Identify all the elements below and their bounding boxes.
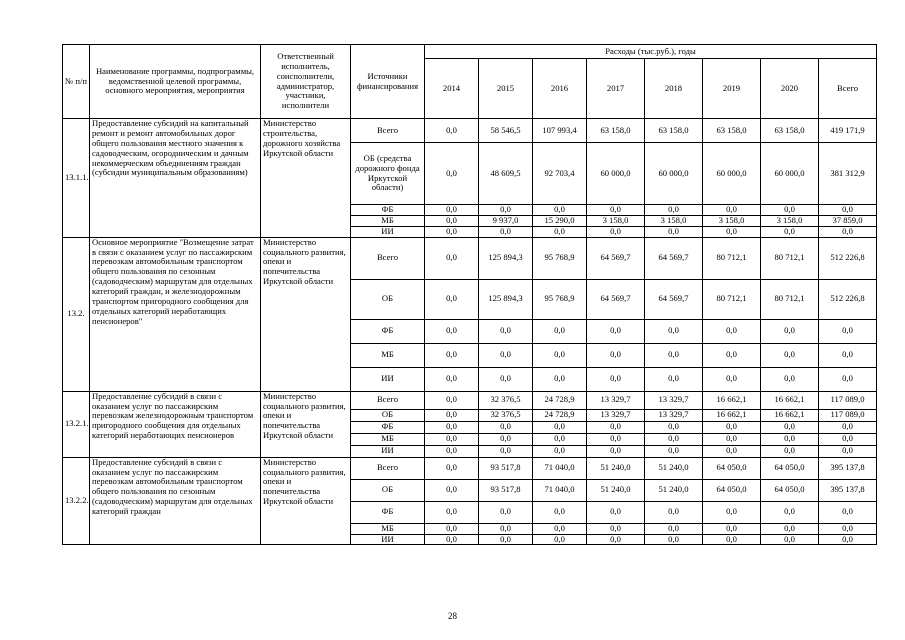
header-program: Наименование программы, подпрограммы, ведомственной целевой программы, основного мероприятия, мероприятия bbox=[90, 45, 261, 119]
value-cell: 0,0 bbox=[533, 445, 587, 457]
value-cell: 0,0 bbox=[645, 319, 703, 343]
item-number: 13.1.1. bbox=[63, 119, 90, 238]
value-cell: 0,0 bbox=[761, 445, 819, 457]
value-cell: 71 040,0 bbox=[533, 479, 587, 501]
value-cell: 0,0 bbox=[425, 279, 479, 319]
value-cell: 0,0 bbox=[479, 343, 533, 367]
value-cell: 0,0 bbox=[645, 421, 703, 433]
value-cell: 125 894,3 bbox=[479, 237, 533, 279]
page-number: 28 bbox=[448, 611, 457, 621]
value-cell: 0,0 bbox=[645, 534, 703, 545]
value-cell: 80 712,1 bbox=[761, 279, 819, 319]
value-cell: 0,0 bbox=[761, 226, 819, 237]
value-total: 0,0 bbox=[819, 205, 877, 216]
value-total: 117 089,0 bbox=[819, 409, 877, 421]
value-cell: 63 158,0 bbox=[761, 119, 819, 143]
value-cell: 63 158,0 bbox=[587, 119, 645, 143]
value-cell: 0,0 bbox=[703, 421, 761, 433]
value-cell: 64 050,0 bbox=[703, 457, 761, 479]
value-cell: 0,0 bbox=[425, 143, 479, 205]
item-responsible: Министерство строительства, дорожного хозяйства Иркутской области bbox=[261, 119, 351, 238]
value-cell: 24 728,9 bbox=[533, 391, 587, 409]
value-cell: 51 240,0 bbox=[645, 457, 703, 479]
value-cell: 60 000,0 bbox=[703, 143, 761, 205]
value-cell: 0,0 bbox=[425, 205, 479, 216]
funding-source: МБ bbox=[351, 343, 425, 367]
value-cell: 0,0 bbox=[479, 445, 533, 457]
value-total: 0,0 bbox=[819, 433, 877, 445]
value-cell: 0,0 bbox=[533, 433, 587, 445]
header-year: 2019 bbox=[703, 59, 761, 119]
value-total: 0,0 bbox=[819, 226, 877, 237]
value-total: 512 226,8 bbox=[819, 279, 877, 319]
value-cell: 0,0 bbox=[645, 205, 703, 216]
value-cell: 0,0 bbox=[479, 226, 533, 237]
value-cell: 0,0 bbox=[761, 343, 819, 367]
value-cell: 0,0 bbox=[645, 343, 703, 367]
value-total: 0,0 bbox=[819, 534, 877, 545]
value-cell: 0,0 bbox=[645, 501, 703, 523]
value-cell: 0,0 bbox=[587, 421, 645, 433]
value-cell: 0,0 bbox=[587, 343, 645, 367]
value-cell: 0,0 bbox=[533, 319, 587, 343]
value-cell: 0,0 bbox=[703, 534, 761, 545]
value-cell: 0,0 bbox=[761, 523, 819, 534]
item-responsible: Министерство социального развития, опеки и попечительства Иркутской области bbox=[261, 237, 351, 391]
value-cell: 60 000,0 bbox=[587, 143, 645, 205]
value-cell: 16 662,1 bbox=[703, 409, 761, 421]
value-cell: 80 712,1 bbox=[703, 279, 761, 319]
value-cell: 0,0 bbox=[425, 319, 479, 343]
value-cell: 80 712,1 bbox=[703, 237, 761, 279]
value-cell: 0,0 bbox=[761, 319, 819, 343]
value-cell: 51 240,0 bbox=[587, 479, 645, 501]
value-cell: 64 569,7 bbox=[645, 237, 703, 279]
value-cell: 63 158,0 bbox=[645, 119, 703, 143]
value-cell: 0,0 bbox=[533, 421, 587, 433]
value-cell: 32 376,5 bbox=[479, 409, 533, 421]
value-cell: 0,0 bbox=[587, 226, 645, 237]
value-cell: 0,0 bbox=[761, 534, 819, 545]
value-total: 0,0 bbox=[819, 421, 877, 433]
value-cell: 24 728,9 bbox=[533, 409, 587, 421]
value-cell: 0,0 bbox=[479, 319, 533, 343]
value-cell: 0,0 bbox=[587, 445, 645, 457]
value-cell: 64 569,7 bbox=[587, 237, 645, 279]
value-total: 395 137,8 bbox=[819, 479, 877, 501]
item-name: Основное мероприятие "Возмещение затрат в связи с оказанием услуг по пассажирским перевозкам автомобильным транспортом общего пользования по сезонным (садоводческим) маршрутам для отдельных категорий граждан, и железнодорожным транспортом пригородного сообщения для отдельных категорий неработающих пенсионеров" bbox=[90, 237, 261, 391]
value-cell: 0,0 bbox=[645, 367, 703, 391]
value-cell: 0,0 bbox=[425, 215, 479, 226]
value-cell: 0,0 bbox=[425, 523, 479, 534]
value-total: 0,0 bbox=[819, 501, 877, 523]
item-name: Предоставление субсидий в связи с оказанием услуг по пассажирским перевозкам автомобильным транспортом общего пользования по сезонным (садоводческим) маршрутам для отдельных категорий граждан bbox=[90, 457, 261, 545]
value-cell: 0,0 bbox=[479, 501, 533, 523]
value-cell: 0,0 bbox=[533, 226, 587, 237]
value-cell: 95 768,9 bbox=[533, 279, 587, 319]
value-cell: 0,0 bbox=[425, 226, 479, 237]
value-cell: 92 703,4 bbox=[533, 143, 587, 205]
value-cell: 60 000,0 bbox=[761, 143, 819, 205]
funding-source: Всего bbox=[351, 237, 425, 279]
value-cell: 0,0 bbox=[479, 433, 533, 445]
value-cell: 0,0 bbox=[479, 421, 533, 433]
value-cell: 95 768,9 bbox=[533, 237, 587, 279]
value-cell: 0,0 bbox=[425, 409, 479, 421]
value-cell: 16 662,1 bbox=[761, 409, 819, 421]
value-cell: 0,0 bbox=[703, 445, 761, 457]
value-cell: 0,0 bbox=[645, 523, 703, 534]
header-responsible: Ответственный исполнитель, соисполнители, администратор, участники, исполнители bbox=[261, 45, 351, 119]
value-cell: 0,0 bbox=[703, 319, 761, 343]
funding-source: МБ bbox=[351, 433, 425, 445]
value-cell: 93 517,8 bbox=[479, 457, 533, 479]
value-cell: 0,0 bbox=[587, 501, 645, 523]
value-cell: 0,0 bbox=[703, 523, 761, 534]
value-total: 419 171,9 bbox=[819, 119, 877, 143]
header-year: 2020 bbox=[761, 59, 819, 119]
funding-source: ФБ bbox=[351, 501, 425, 523]
funding-source: ИИ bbox=[351, 367, 425, 391]
value-cell: 16 662,1 bbox=[761, 391, 819, 409]
item-responsible: Министерство социального развития, опеки и попечительства Иркутской области bbox=[261, 457, 351, 545]
value-cell: 107 993,4 bbox=[533, 119, 587, 143]
value-cell: 0,0 bbox=[761, 501, 819, 523]
value-total: 0,0 bbox=[819, 523, 877, 534]
value-cell: 3 158,0 bbox=[587, 215, 645, 226]
value-total: 0,0 bbox=[819, 445, 877, 457]
value-cell: 0,0 bbox=[533, 523, 587, 534]
value-cell: 0,0 bbox=[703, 433, 761, 445]
value-cell: 32 376,5 bbox=[479, 391, 533, 409]
value-total: 395 137,8 bbox=[819, 457, 877, 479]
value-cell: 0,0 bbox=[645, 226, 703, 237]
value-cell: 0,0 bbox=[703, 226, 761, 237]
value-cell: 51 240,0 bbox=[645, 479, 703, 501]
value-cell: 0,0 bbox=[479, 367, 533, 391]
value-total: 0,0 bbox=[819, 343, 877, 367]
value-cell: 0,0 bbox=[425, 479, 479, 501]
value-cell: 9 937,0 bbox=[479, 215, 533, 226]
value-cell: 0,0 bbox=[479, 205, 533, 216]
funding-source: Всего bbox=[351, 391, 425, 409]
funding-source: МБ bbox=[351, 523, 425, 534]
funding-source: ФБ bbox=[351, 319, 425, 343]
value-cell: 0,0 bbox=[533, 534, 587, 545]
header-expenses: Расходы (тыс.руб.), годы bbox=[425, 45, 877, 59]
header-year: 2014 bbox=[425, 59, 479, 119]
value-cell: 0,0 bbox=[761, 421, 819, 433]
value-cell: 64 050,0 bbox=[761, 479, 819, 501]
value-cell: 0,0 bbox=[703, 205, 761, 216]
value-cell: 0,0 bbox=[703, 343, 761, 367]
expenses-table bbox=[62, 44, 877, 545]
value-cell: 13 329,7 bbox=[587, 409, 645, 421]
funding-source: ИИ bbox=[351, 226, 425, 237]
table-row bbox=[63, 457, 877, 479]
value-total: 512 226,8 bbox=[819, 237, 877, 279]
value-cell: 15 290,0 bbox=[533, 215, 587, 226]
funding-source: ИИ bbox=[351, 534, 425, 545]
item-number: 13.2.2. bbox=[63, 457, 90, 545]
funding-source: ОБ bbox=[351, 409, 425, 421]
value-cell: 64 569,7 bbox=[587, 279, 645, 319]
value-cell: 0,0 bbox=[425, 421, 479, 433]
value-cell: 0,0 bbox=[425, 501, 479, 523]
value-total: 0,0 bbox=[819, 319, 877, 343]
value-cell: 93 517,8 bbox=[479, 479, 533, 501]
value-cell: 0,0 bbox=[425, 119, 479, 143]
value-cell: 0,0 bbox=[425, 391, 479, 409]
value-cell: 13 329,7 bbox=[587, 391, 645, 409]
funding-source: Всего bbox=[351, 119, 425, 143]
table-row bbox=[63, 391, 877, 409]
value-cell: 0,0 bbox=[479, 534, 533, 545]
value-cell: 125 894,3 bbox=[479, 279, 533, 319]
value-cell: 0,0 bbox=[587, 367, 645, 391]
value-cell: 0,0 bbox=[587, 534, 645, 545]
value-total: 117 089,0 bbox=[819, 391, 877, 409]
value-cell: 64 569,7 bbox=[645, 279, 703, 319]
value-total: 0,0 bbox=[819, 367, 877, 391]
header-year: 2017 bbox=[587, 59, 645, 119]
value-cell: 13 329,7 bbox=[645, 391, 703, 409]
value-cell: 0,0 bbox=[425, 457, 479, 479]
value-cell: 51 240,0 bbox=[587, 457, 645, 479]
value-cell: 0,0 bbox=[533, 501, 587, 523]
value-cell: 3 158,0 bbox=[645, 215, 703, 226]
funding-source: Всего bbox=[351, 457, 425, 479]
value-cell: 0,0 bbox=[761, 205, 819, 216]
table-row bbox=[63, 119, 877, 143]
header-year: 2018 bbox=[645, 59, 703, 119]
table-row bbox=[63, 237, 877, 279]
item-number: 13.2.1. bbox=[63, 391, 90, 457]
item-name: Предоставление субсидий на капитальный ремонт и ремонт автомобильных дорог общего пользования местного значения к садоводческим, огородническим и дачным некоммерческим объединениям граждан (субсидии муниципальным образованиям) bbox=[90, 119, 261, 238]
value-cell: 0,0 bbox=[587, 433, 645, 445]
value-total: 381 312,9 bbox=[819, 143, 877, 205]
value-cell: 48 609,5 bbox=[479, 143, 533, 205]
funding-source: ОБ bbox=[351, 479, 425, 501]
value-cell: 60 000,0 bbox=[645, 143, 703, 205]
value-cell: 63 158,0 bbox=[703, 119, 761, 143]
value-cell: 0,0 bbox=[425, 237, 479, 279]
value-cell: 71 040,0 bbox=[533, 457, 587, 479]
value-cell: 64 050,0 bbox=[761, 457, 819, 479]
item-name: Предоставление субсидий в связи с оказанием услуг по пассажирским перевозкам железнодорожным транспортом пригородного сообщения для отдельных категорий неработающих пенсионеров bbox=[90, 391, 261, 457]
value-cell: 0,0 bbox=[425, 367, 479, 391]
funding-source: ОБ (средства дорожного фонда Иркутской области) bbox=[351, 143, 425, 205]
value-cell: 3 158,0 bbox=[703, 215, 761, 226]
value-cell: 0,0 bbox=[645, 445, 703, 457]
funding-source: ИИ bbox=[351, 445, 425, 457]
item-number: 13.2. bbox=[63, 237, 90, 391]
value-cell: 0,0 bbox=[425, 433, 479, 445]
header-year: 2015 bbox=[479, 59, 533, 119]
value-cell: 0,0 bbox=[761, 367, 819, 391]
header-sources: Источники финансирования bbox=[351, 45, 425, 119]
item-responsible: Министерство социального развития, опеки и попечительства Иркутской области bbox=[261, 391, 351, 457]
value-cell: 3 158,0 bbox=[761, 215, 819, 226]
value-cell: 0,0 bbox=[533, 367, 587, 391]
value-cell: 80 712,1 bbox=[761, 237, 819, 279]
value-cell: 0,0 bbox=[587, 319, 645, 343]
value-total: 37 859,0 bbox=[819, 215, 877, 226]
funding-source: МБ bbox=[351, 215, 425, 226]
value-cell: 0,0 bbox=[645, 433, 703, 445]
header-year: 2016 bbox=[533, 59, 587, 119]
value-cell: 0,0 bbox=[761, 433, 819, 445]
header-total: Всего bbox=[819, 59, 877, 119]
value-cell: 0,0 bbox=[587, 523, 645, 534]
value-cell: 0,0 bbox=[479, 523, 533, 534]
value-cell: 0,0 bbox=[425, 445, 479, 457]
value-cell: 0,0 bbox=[533, 205, 587, 216]
value-cell: 0,0 bbox=[425, 343, 479, 367]
value-cell: 0,0 bbox=[703, 367, 761, 391]
value-cell: 16 662,1 bbox=[703, 391, 761, 409]
value-cell: 0,0 bbox=[533, 343, 587, 367]
funding-source: ОБ bbox=[351, 279, 425, 319]
value-cell: 64 050,0 bbox=[703, 479, 761, 501]
value-cell: 58 546,5 bbox=[479, 119, 533, 143]
value-cell: 0,0 bbox=[587, 205, 645, 216]
value-cell: 0,0 bbox=[703, 501, 761, 523]
value-cell: 0,0 bbox=[425, 534, 479, 545]
funding-source: ФБ bbox=[351, 421, 425, 433]
value-cell: 13 329,7 bbox=[645, 409, 703, 421]
header-num: № п/п bbox=[63, 45, 90, 119]
funding-source: ФБ bbox=[351, 205, 425, 216]
